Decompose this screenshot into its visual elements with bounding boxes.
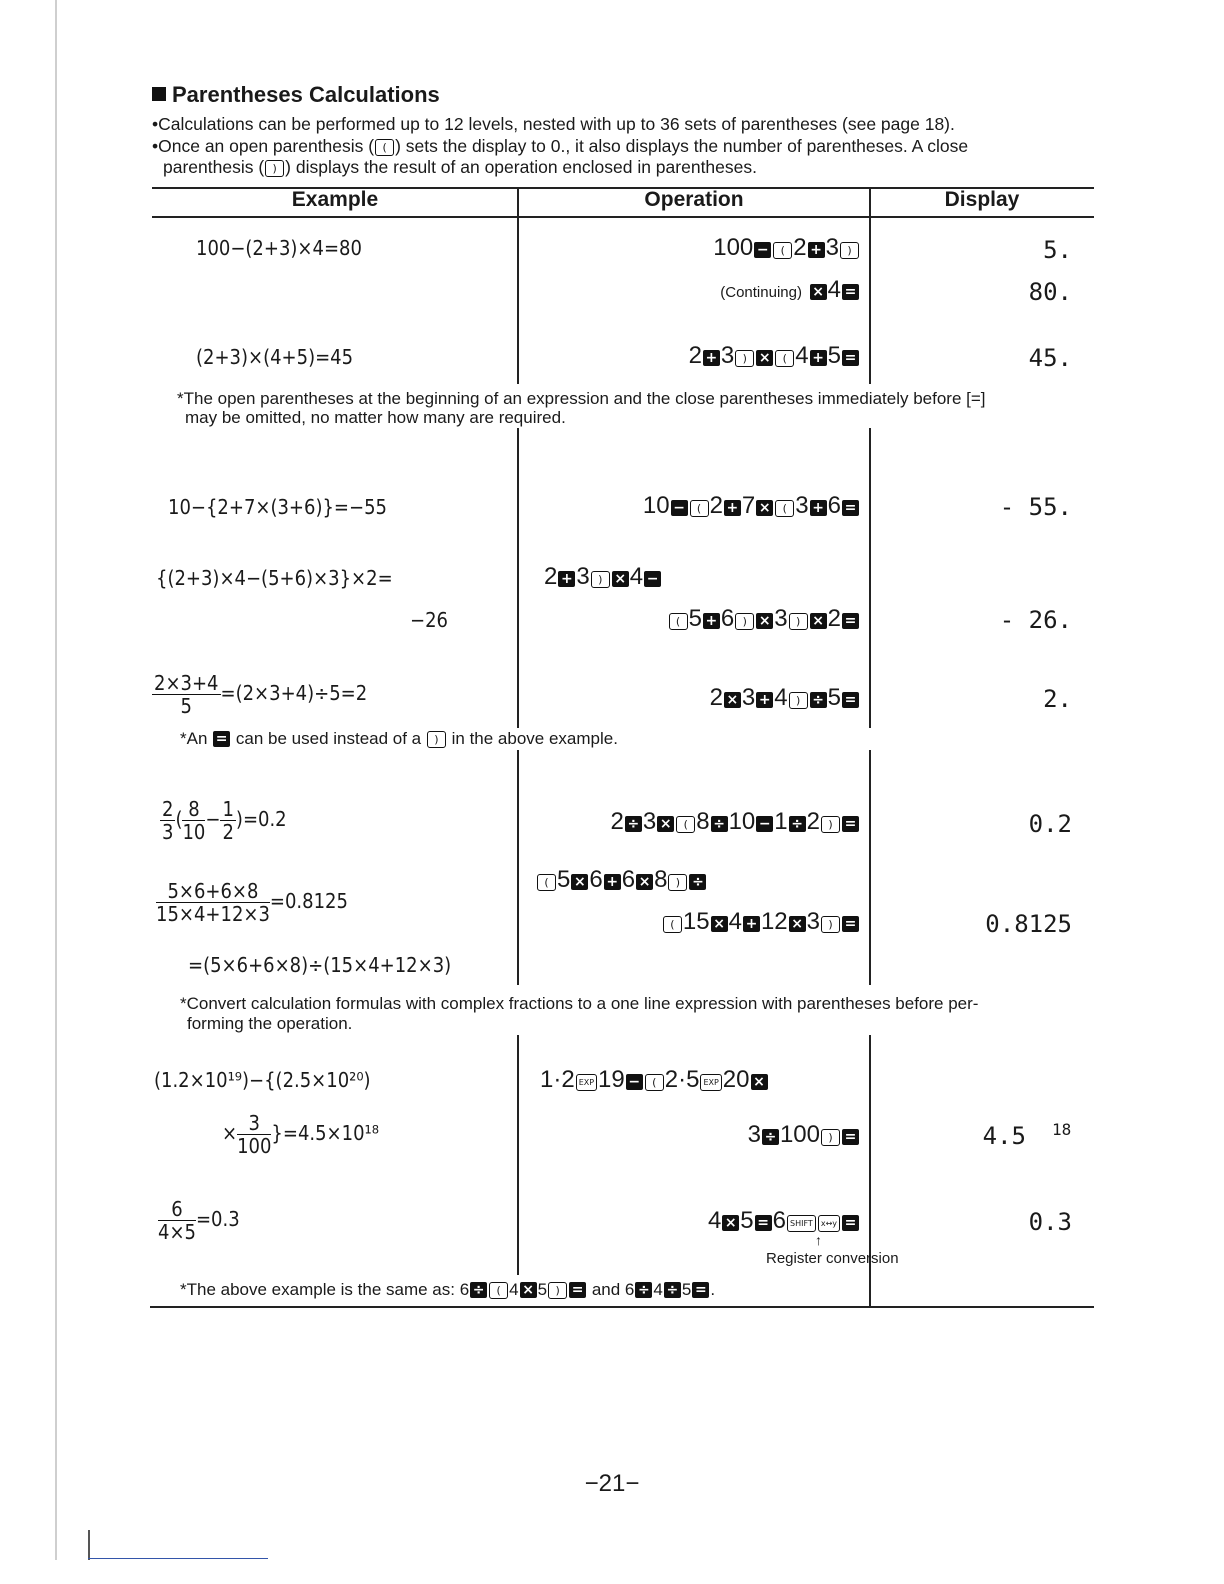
operation-4b: ( 5 + 6 ) × 3 ) × 2 = bbox=[668, 605, 860, 633]
display-5: 2. bbox=[1043, 685, 1072, 713]
display-7: 0.8125 bbox=[985, 910, 1072, 938]
example-7: $\frac{5\times 6+6\times 8}{15\times 4+12\times 3}$ =0.8125 bbox=[156, 879, 348, 926]
display-8: 4.5 bbox=[982, 1122, 1026, 1150]
header-display: Display bbox=[944, 188, 1020, 211]
bullet-2: •Once an open parenthesis ( ( ) sets the display to 0., it also displays the number of parentheses. A close bbox=[152, 136, 969, 156]
example-9: $\frac{6}{4\times 5}$ =0.3 bbox=[158, 1197, 240, 1244]
table-header-rule bbox=[152, 216, 1094, 218]
display-6: 0.2 bbox=[1028, 810, 1072, 838]
corner-line bbox=[88, 1558, 268, 1559]
example-8-line2: × $\frac{3}{100}$ }=4.5×10¹⁸ bbox=[222, 1111, 379, 1158]
header-example: Example bbox=[291, 188, 379, 211]
example-6: $\frac{2}{3}$ ( $\frac{8}{10}$ − $\frac{1}{2}$ )=0.2 bbox=[162, 797, 287, 844]
table-bottom-rule bbox=[150, 1306, 1094, 1308]
col-divider bbox=[869, 428, 871, 728]
arrow-up-icon: ↑ bbox=[815, 1232, 822, 1248]
display-9: 0.3 bbox=[1028, 1208, 1072, 1236]
example-1: 100−(2+3)×4=80 bbox=[196, 236, 362, 260]
example-4-result: −26 bbox=[410, 608, 448, 632]
display-4: - 26. bbox=[999, 606, 1072, 634]
operation-2: 2 + 3 ) × ( 4 + 5 = bbox=[689, 342, 860, 370]
operation-4a: 2 + 3 ) × 4 − bbox=[544, 563, 662, 591]
operation-1: 100 − ( 2 + 3 ) bbox=[713, 234, 860, 262]
operation-6: 2 ÷ 3 × ( 8 ÷ 10 − 1 ÷ 2 ) = bbox=[611, 808, 861, 836]
note-3-cont: forming the operation. bbox=[187, 1014, 353, 1033]
operation-1b: (Continuing) × 4 = bbox=[720, 276, 860, 304]
binding-edge bbox=[55, 0, 57, 1560]
bullet-1: •Calculations can be performed up to 12 levels, nested with up to 36 sets of parentheses (see page 18). bbox=[152, 114, 955, 134]
square-bullet-icon bbox=[152, 87, 166, 101]
example-2: (2+3)×(4+5)=45 bbox=[196, 345, 354, 369]
col-divider bbox=[517, 750, 519, 985]
display-2: 45. bbox=[1028, 344, 1072, 372]
operation-9: 4 × 5 = 6 SHIFT x↔y = bbox=[708, 1207, 860, 1235]
operation-5: 2 × 3 + 4 ) ÷ 5 = bbox=[710, 684, 860, 712]
note-1-cont: may be omitted, no matter how many are required. bbox=[185, 408, 566, 427]
page-number: −21− bbox=[584, 1470, 640, 1497]
operation-3: 10 − ( 2 + 7 × ( 3 + 6 = bbox=[643, 492, 860, 520]
example-3: 10−{2+7×(3+6)}=−55 bbox=[168, 495, 387, 519]
operation-7b: ( 15 × 4 + 12 × 3 ) = bbox=[662, 908, 860, 936]
operation-8a: 1·2 EXP 19 − ( 2·5 EXP 20 × bbox=[540, 1066, 769, 1094]
operation-8b: 3 ÷ 100 ) = bbox=[748, 1121, 860, 1149]
note-3: *Convert calculation formulas with complex fractions to a one line expression with parentheses before per- bbox=[180, 994, 979, 1013]
example-4: {(2+3)×4−(5+6)×3}×2= bbox=[156, 566, 393, 590]
operation-7a: ( 5 × 6 + 6 × 8 ) ÷ bbox=[536, 866, 707, 894]
display-3: - 55. bbox=[999, 493, 1072, 521]
display-8-exponent: 18 bbox=[1052, 1120, 1072, 1139]
register-conversion-label: Register conversion bbox=[766, 1250, 899, 1267]
example-7-line2: =(5×6+6×8)÷(15×4+12×3) bbox=[188, 953, 452, 977]
col-divider bbox=[517, 188, 519, 384]
section-title: Parentheses Calculations bbox=[152, 82, 440, 108]
note-4: *The above example is the same as: 6 ÷ ( 4 × 5 ) = and 6 ÷ 4 ÷ 5 = . bbox=[180, 1280, 716, 1299]
display-1b: 80. bbox=[1028, 278, 1072, 306]
col-divider bbox=[517, 1035, 519, 1275]
col-divider bbox=[869, 750, 871, 985]
bullet-2-cont: parenthesis ( ) ) displays the result of an operation enclosed in parentheses. bbox=[163, 157, 757, 177]
col-divider bbox=[517, 428, 519, 728]
col-divider bbox=[869, 188, 871, 384]
header-operation: Operation bbox=[644, 188, 744, 211]
example-8: (1.2×10¹⁹)−{(2.5×10²⁰) bbox=[154, 1068, 371, 1092]
example-5: $\frac{2\times 3+4}{5}$ =(2×3+4)÷5=2 bbox=[154, 671, 368, 718]
note-2: *An = can be used instead of a ) in the above example. bbox=[180, 729, 618, 748]
note-1: *The open parentheses at the beginning of an expression and the close parentheses immediately before [=] bbox=[177, 389, 986, 408]
display-1: 5. bbox=[1043, 236, 1072, 264]
binding-mark bbox=[88, 1530, 90, 1560]
